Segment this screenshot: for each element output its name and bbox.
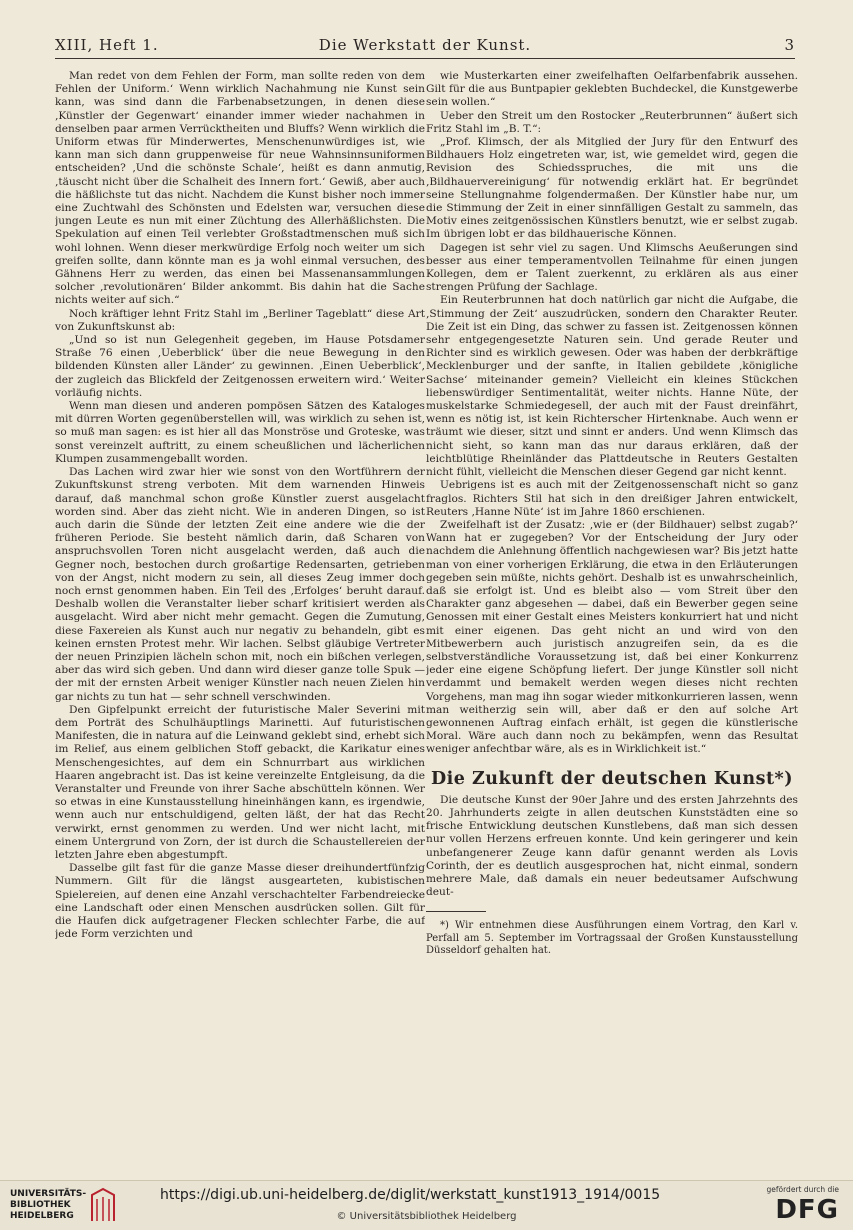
paragraph: wie Musterkarten einer zweifelhaften Oelfarbenfabrik aussehen. Gilt für die aus Buntpapier geklebten Buchdeckel, die Kunstgewerbe sein wollen.“ [426,70,798,109]
dfg-logo: DFG [775,1195,839,1225]
article-paragraph: Die deutsche Kunst der 90er Jahre und des ersten Jahrzehnts des 20. Jahrhunderts zeigte in allen deutschen Kunststädten eine so frische Entwicklung deutschen Kunstlebens, daß man sich dessen nur vollen Herzens erfreuen konnte. Und kein geringerer und kein unbefangenerer Zeuge kann dafür genannt werden als Lovis Corinth, der es deutlich ausgesprochen hat, nicht einmal, sondern mehrere Male, daß damals ein neuer bedeutsamer Aufschwung deut- [426,793,798,899]
issue-label: XIII, Heft 1. [55,36,159,54]
paragraph: Dagegen ist sehr viel zu sagen. Und Klimschs Aeußerungen sind besser aus einer temperamentvollen Teilnahme für einen jungen Kollegen, dem er Talent zuerkennt, zu erklären als aus einer strengen Prüfung der Sachlage. [426,241,798,294]
left-column [55,70,425,1170]
paragraph: Das Lachen wird zwar hier wie sonst von den Wortführern der Zukunftskunst streng verboten. Mit dem warnenden Hinweis darauf, daß manchmal schon große Künstler zuerst ausgelacht worden sind. Aber das zieht nicht. Wie in anderen Dingen, so ist auch darin die Sünde der letzten Zeit eine andere wie die der früheren Periode. Sie besteht nämlich darin, daß Scharen von anspruchsvollen Toren nicht ausgelacht werden, daß auch die Gegner noch, bestochen durch großartige Redensarten, getrieben von der Angst, nicht modern zu sein, all dieses Zeug immer doch noch ernst genommen haben. Ein Teil des ‚Erfolges‘ beruht darauf. Deshalb wollen die Veranstalter lieber scharf kritisiert werden als ausgelacht. Wird aber nicht mehr gemacht. Gegen die Zumutung, diese Faxereien als Kunst auch nur negativ zu behandeln, gibt es keinen ernsten Protest mehr. Wir lachen. Selbst gläubige Vertreter der neuen Prinzipien lächeln schon mit, noch ein bißchen verlegen, aber das wird sich geben. Und dann wird dieser ganze tolle Spuk — der mit der ernsten Arbeit weniger Künstler nach neuen Zielen hin gar nichts zu tun hat — sehr schnell verschwinden. [55,466,425,703]
paragraph: Noch kräftiger lehnt Fritz Stahl im „Berliner Tageblatt“ diese Art von Zukunftskunst ab: [55,307,425,333]
footnote-rule [426,911,486,912]
paragraph: Zweifelhaft ist der Zusatz: ‚wie er (der Bildhauer) selbst zugab?‘ Wann hat er zugegeben? Vor der Entscheidung der Jury oder nachdem die Anlehnung öffentlich nachgewiesen war? Bis jetzt hatte man von einer vorherigen Erklärung, die etwa in den Erläuterungen gegeben sein müßte, nichts gehört. Deshalb ist es unwahrscheinlich, daß sie erfolgt ist. Und es bleibt also — vom Streit über den Charakter ganz abgesehen — dabei, daß ein Bewerber gegen seine Genossen mit einer Gestalt eines Meisters konkurriert hat und nicht mit einer eigenen. Das geht nicht an und wird von den Mitbewerbern auch juristisch anzugreifen sein, da es die selbstverständliche Voraussetzung ist, daß bei einer Konkurrenz jeder eine eigene Schöpfung liefert. Der junge Künstler soll nicht verdammt und bemakelt werden wegen dieses nicht rechten Vorgehens, man mag ihn sogar wieder mitkonkurrieren lassen, wenn man weitherzig sein will, aber daß er den auf solche Art gewonnenen Auftrag einfach erhält, ist gegen die künstlerische Moral. Wäre auch dann noch zu bekämpfen, wenn das Resultat weniger anfechtbar wäre, als es in Wirklichkeit ist.“ [426,518,798,756]
library-line: BIBLIOTHEK [10,1200,71,1210]
running-header [55,36,795,56]
paragraph: Den Gipfelpunkt erreicht der futuristische Maler Severini mit dem Porträt des Schulhäuptlings Marinetti. Auf futuristischen Manifesten, die in natura auf die Leinwand geklebt sind, erhebt sich im Relief, aus einem gelblichen Stoff gebackt, die Karikatur eines Menschengesichtes, auf dem ein Schnurrbart aus wirklichen Haaren angebracht ist. Das ist keine vereinzelte Entgleisung, da die Veranstalter und Freunde von ihrer Sache abschütteln können. Wer so etwas in eine Kunstausstellung hineinhängen kann, es irgendwie, wenn auch nur entschuldigend, gelten läßt, der hat das Recht verwirkt, ernst genommen zu werden. Und wer nicht lacht, mit einem Untergrund von Zorn, der ist durch die Schaustellereien der letzten Jahre eben abgestumpft. [55,703,425,861]
article-title: Die Zukunft der deutschen Kunst*) [430,768,793,789]
copyright: © Universitätsbibliothek Heidelberg [336,1211,517,1222]
library-line: UNIVERSITÄTS- [10,1189,87,1199]
paragraph: „Prof. Klimsch, der als Mitglied der Jury für den Entwurf des Bildhauers Holz eingetreten war, ist, wie gemeldet wird, gegen die Revision des Schiedsspruches, die mit uns die ‚Bildhauervereinigung‘ für notwendig erklärt hat. Er begründet seine Stellungnahme folgendermaßen. Der Künstler habe nur, um die Stimmung der Zeit in einer sinnfälligen Gestalt zu sammeln, das Motiv eines zeitgenössischen Künstlers benutzt, wie er selbst zugab. Im übrigen lobt er das bildhauerische Können. [426,136,798,241]
header-rule [55,58,795,59]
viewer-footer [0,1180,853,1230]
paragraph: Uebrigens ist es auch mit der Zeitgenossenschaft nicht so ganz fraglos. Richters Stil hat sich in den dreißiger Jahren entwickelt, Reuters ‚Hanne Nüte‘ ist im Jahre 1860 erschienen. [426,479,798,518]
funding-label: gefördert durch die [766,1185,839,1194]
right-column [426,70,798,1170]
paragraph: Dasselbe gilt fast für die ganze Masse dieser dreihundertfünfzig Nummern. Gilt für die längst ausgearteten, kubistischen Spielereien, auf denen eine Anzahl verschachtelter Farbendreiecke eine Landschaft oder einen Menschen ausdrücken sollen. Gilt für die Haufen dick aufgetragener Flecken schlechter Farbe, die auf jede Form verzichten und [55,862,425,941]
permalink[interactable]: https://digi.ub.uni-heidelberg.de/diglit/werkstatt_kunst1913_1914/0015 [160,1187,661,1203]
footnote: *) Wir entnehmen diese Ausführungen einem Vortrag, den Karl v. Perfall am 5. September im Vortragssaal der Großen Kunstausstellung Düsseldorf gehalten hat. [426,920,798,957]
paragraph: Ueber den Streit um den Rostocker „Reuterbrunnen“ äußert sich Fritz Stahl im „B. T.“: [426,109,798,135]
journal-title: Die Werkstatt der Kunst. [318,36,532,54]
paragraph: Man redet von dem Fehlen der Form, man sollte reden von dem Fehlen der Uniform.‘ Wenn wirklich Nachahmung nie Kunst sein kann, was sind dann die Farbenabsetzungen, in denen diese ‚Künstler der Gegenwart‘ einander immer wieder nachahmen in denselben paar armen Verrücktheiten und Bluffs? Wenn wirklich die Uniform etwas für Minderwertes, Menschenunwürdiges ist, wie kann man sich dann gruppenweise für neue Wahnsinnsuniformen entscheiden? ‚Und die schönste Schale‘, heißt es dann anmutig, ‚täuscht nicht über die Schalheit des Innern fort.‘ Gewiß, aber auch die häßlichste tut das nicht. Nachdem die Kunst bisher noch immer eine Zuchtwahl des Schönsten und Edelsten war, versuchen diese jungen Leute es nun mit einer Züchtung des Allerhäßlichsten. Die Spekulation auf einen Teil verlebter Großstadtmenschen muß sich wohl lohnen. Wenn dieser merkwürdige Erfolg noch weiter um sich greifen sollte, dann könnte man es ja wohl einmal versuchen, des Gähnens Herr zu werden, das einen bei Massenansammlungen solcher ‚revolutionären‘ Bilder ankommt. Bis dahin hat die Sache nichts weiter auf sich.“ [55,70,425,307]
page-number: 3 [784,36,795,54]
paragraph: Wenn man diesen und anderen pompösen Sätzen des Kataloges mit dürren Worten gegenüberstellen will, was wirklich zu sehen ist, so muß man sagen: es ist hier all das Monströse und Groteske, was sonst vereinzelt auftritt, zu einem scheußlichen und lächerlichen Klumpen zusammengeballt worden. [55,400,425,465]
paragraph: Ein Reuterbrunnen hat doch natürlich gar nicht die Aufgabe, die ‚Stimmung der Zeit‘ auszudrücken, sondern den Charakter Reuter. Die Zeit ist ein Ding, das schwer zu fassen ist. Zeitgenossen können sehr entgegengesetzte Naturen sein. Und gerade Reuter und Richter sind es wirklich gewesen. Oder was haben der derbkräftige Mecklenburger und der sanfte, in Italien gebildete ‚königliche Sachse‘ miteinander gemein? Vielleicht ein kleines Stückchen liebenswürdiger Sentimentalität, weiter nichts. Hanne Nüte, der muskelstarke Schmiedegesell, der auch mit der Faust dreinfährt, wenn es nötig ist, ist kein Richterscher Hirtenknabe. Auch wenn er träumt wie dieser, sitzt und sinnt er anders. Und wenn Klimsch das nicht sieht, so kann man das nur daraus erklären, daß der leichtblütige Rheinländer das Plattdeutsche in Reuters Gestalten nicht fühlt, vielleicht die Menschen dieser Gegend gar nicht kennt. [426,294,798,479]
library-line: HEIDELBERG [10,1211,74,1221]
paragraph: „Und so ist nun Gelegenheit gegeben, im Hause Potsdamer Straße 76 einen ‚Ueberblick‘ über die neue Bewegung in den bildenden Künsten aller Länder‘ zu gewinnen. ‚Einen Ueberblick‘, der zugleich das Blickfeld der Zeitgenossen erweitern wird.‘ Weiter vorläufig nichts. [55,334,425,399]
